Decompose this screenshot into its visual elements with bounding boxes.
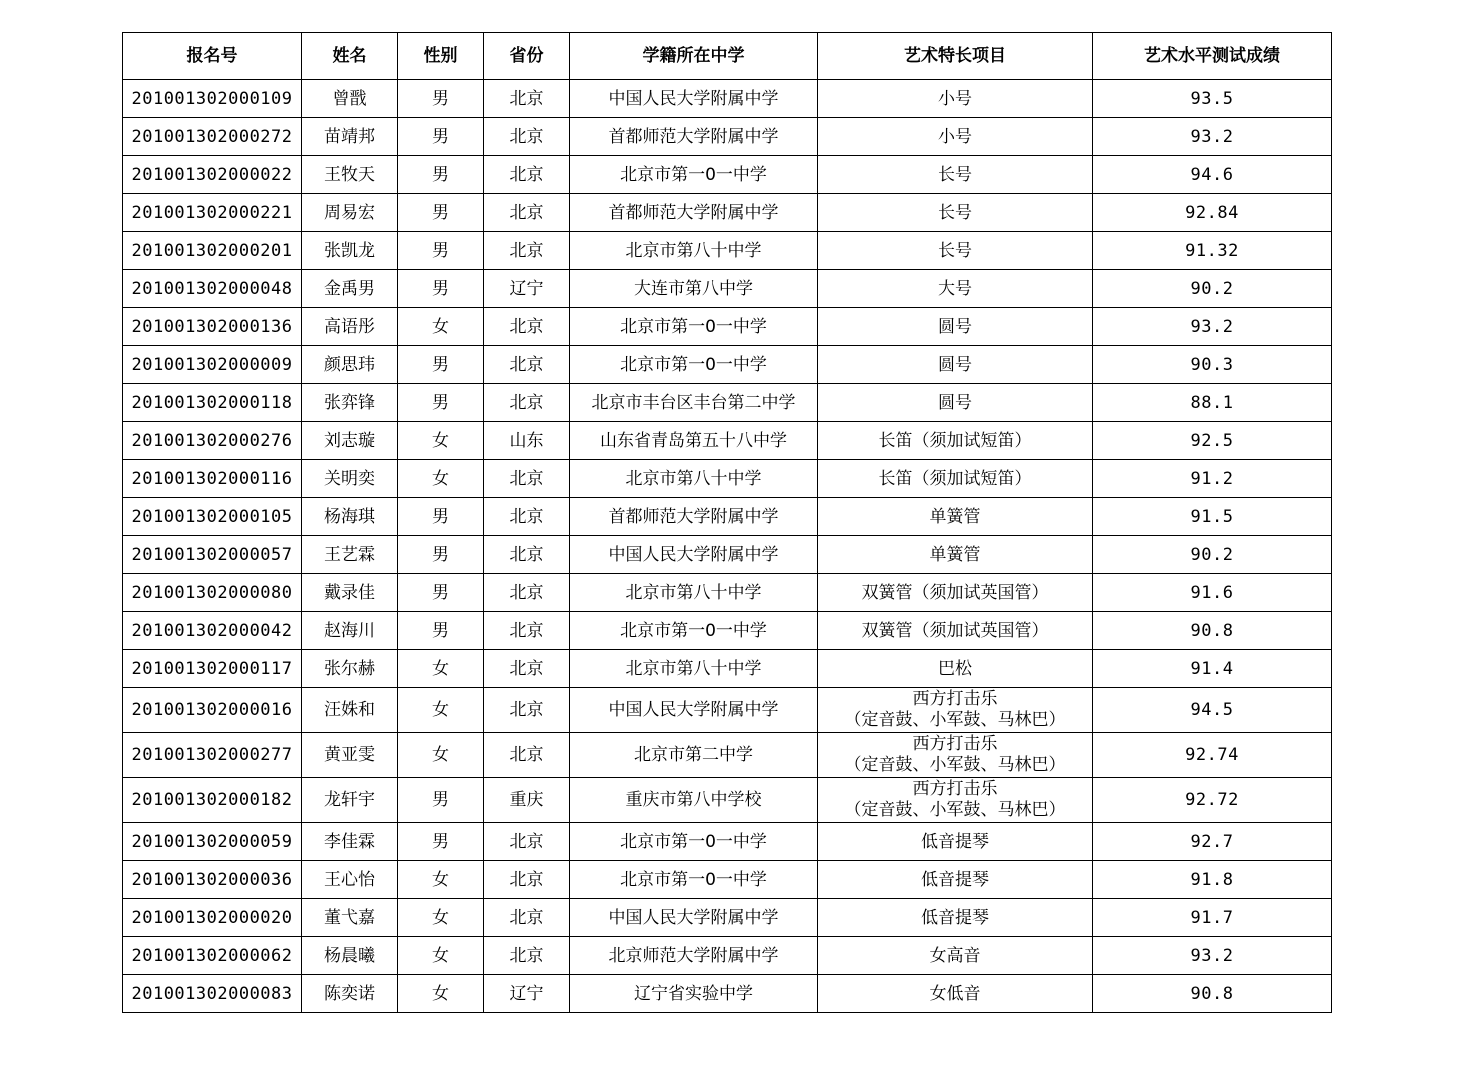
cell-score: 93.2 [1093, 937, 1332, 975]
table-row [123, 346, 1332, 384]
cell-province: 北京 [484, 118, 570, 156]
art-project-line: 圆号 [938, 392, 972, 413]
table-row [123, 778, 1332, 823]
cell-school: 北京市第二中学 [570, 733, 818, 778]
cell-art-project [818, 733, 1093, 778]
cell-province: 北京 [484, 460, 570, 498]
header-cell-name: 姓名 [302, 33, 398, 80]
cell-score: 92.7 [1093, 823, 1332, 861]
table-row [123, 118, 1332, 156]
cell-score: 90.8 [1093, 975, 1332, 1013]
cell-province: 重庆 [484, 778, 570, 823]
cell-registration-number: 201001302000116 [123, 460, 302, 498]
cell-art-project [818, 232, 1093, 270]
cell-art-project [818, 650, 1093, 688]
table-row [123, 650, 1332, 688]
art-project-line: 低音提琴 [921, 907, 989, 928]
cell-school: 北京市第一0一中学 [570, 823, 818, 861]
cell-school: 重庆市第八中学校 [570, 778, 818, 823]
cell-registration-number: 201001302000221 [123, 194, 302, 232]
cell-province: 北京 [484, 861, 570, 899]
cell-province: 北京 [484, 536, 570, 574]
table-row [123, 823, 1332, 861]
cell-gender: 男 [398, 118, 484, 156]
cell-gender: 男 [398, 232, 484, 270]
cell-gender: 女 [398, 650, 484, 688]
cell-registration-number: 201001302000022 [123, 156, 302, 194]
cell-school: 首都师范大学附属中学 [570, 194, 818, 232]
art-project-line: 长号 [938, 202, 972, 223]
cell-province: 北京 [484, 899, 570, 937]
cell-student-name: 张弈锋 [302, 384, 398, 422]
cell-registration-number: 201001302000042 [123, 612, 302, 650]
cell-art-project [818, 778, 1093, 823]
cell-student-name: 关明奕 [302, 460, 398, 498]
cell-gender: 男 [398, 346, 484, 384]
cell-gender: 男 [398, 612, 484, 650]
cell-gender: 女 [398, 899, 484, 937]
cell-province: 北京 [484, 823, 570, 861]
art-project-line: 女高音 [929, 945, 981, 966]
cell-student-name: 黄亚雯 [302, 733, 398, 778]
cell-gender: 女 [398, 975, 484, 1013]
cell-registration-number: 201001302000009 [123, 346, 302, 384]
cell-school: 首都师范大学附属中学 [570, 118, 818, 156]
cell-school: 北京市第一0一中学 [570, 861, 818, 899]
cell-registration-number: 201001302000201 [123, 232, 302, 270]
cell-school: 辽宁省实验中学 [570, 975, 818, 1013]
cell-school: 北京市第一0一中学 [570, 346, 818, 384]
cell-registration-number: 201001302000109 [123, 80, 302, 118]
cell-province: 北京 [484, 80, 570, 118]
header-cell-gender: 性别 [398, 33, 484, 80]
cell-registration-number: 201001302000062 [123, 937, 302, 975]
cell-score: 91.6 [1093, 574, 1332, 612]
table-row [123, 384, 1332, 422]
cell-school: 首都师范大学附属中学 [570, 498, 818, 536]
cell-score: 90.8 [1093, 612, 1332, 650]
cell-art-project [818, 975, 1093, 1013]
table-row [123, 612, 1332, 650]
cell-score: 92.72 [1093, 778, 1332, 823]
cell-art-project [818, 194, 1093, 232]
art-project-line: 西方打击乐 [912, 689, 998, 709]
cell-score: 92.74 [1093, 733, 1332, 778]
cell-student-name: 王牧天 [302, 156, 398, 194]
cell-province: 北京 [484, 346, 570, 384]
cell-province: 北京 [484, 194, 570, 232]
cell-gender: 男 [398, 498, 484, 536]
cell-gender: 男 [398, 823, 484, 861]
cell-province: 北京 [484, 937, 570, 975]
art-project-line: （定音鼓、小军鼓、马林巴） [844, 710, 1066, 730]
cell-student-name: 王艺霖 [302, 536, 398, 574]
cell-registration-number: 201001302000083 [123, 975, 302, 1013]
cell-registration-number: 201001302000277 [123, 733, 302, 778]
table-row [123, 688, 1332, 733]
cell-registration-number: 201001302000020 [123, 899, 302, 937]
cell-registration-number: 201001302000036 [123, 861, 302, 899]
cell-student-name: 颜思玮 [302, 346, 398, 384]
cell-score: 93.2 [1093, 308, 1332, 346]
table-row [123, 861, 1332, 899]
cell-student-name: 张凯龙 [302, 232, 398, 270]
art-project-line: 巴松 [938, 658, 972, 679]
table-row [123, 308, 1332, 346]
cell-art-project [818, 574, 1093, 612]
cell-gender: 男 [398, 156, 484, 194]
cell-score: 91.5 [1093, 498, 1332, 536]
table-row [123, 975, 1332, 1013]
table-row [123, 733, 1332, 778]
cell-registration-number: 201001302000016 [123, 688, 302, 733]
cell-gender: 女 [398, 308, 484, 346]
cell-student-name: 戴录佳 [302, 574, 398, 612]
cell-student-name: 苗靖邦 [302, 118, 398, 156]
art-project-line: 长号 [938, 240, 972, 261]
cell-registration-number: 201001302000048 [123, 270, 302, 308]
art-project-line: 单簧管 [929, 506, 981, 527]
cell-student-name: 周易宏 [302, 194, 398, 232]
cell-art-project [818, 899, 1093, 937]
art-project-line: 双簧管（须加试英国管） [861, 620, 1049, 641]
cell-school: 中国人民大学附属中学 [570, 80, 818, 118]
cell-gender: 男 [398, 384, 484, 422]
cell-student-name: 刘志璇 [302, 422, 398, 460]
cell-school: 北京师范大学附属中学 [570, 937, 818, 975]
cell-art-project [818, 536, 1093, 574]
cell-gender: 男 [398, 574, 484, 612]
cell-registration-number: 201001302000182 [123, 778, 302, 823]
cell-school: 北京市第一0一中学 [570, 308, 818, 346]
art-project-line: 西方打击乐 [912, 779, 998, 799]
art-project-line: 单簧管 [929, 544, 981, 565]
cell-art-project [818, 346, 1093, 384]
cell-gender: 男 [398, 194, 484, 232]
table-body [123, 80, 1332, 1013]
cell-score: 91.2 [1093, 460, 1332, 498]
table-row [123, 536, 1332, 574]
art-project-line: 小号 [938, 88, 972, 109]
cell-gender: 女 [398, 861, 484, 899]
cell-school: 北京市第八十中学 [570, 574, 818, 612]
cell-province: 北京 [484, 612, 570, 650]
cell-school: 北京市第一0一中学 [570, 156, 818, 194]
cell-province: 辽宁 [484, 270, 570, 308]
art-project-line: 低音提琴 [921, 869, 989, 890]
cell-gender: 女 [398, 937, 484, 975]
art-project-line: 长笛（须加试短笛） [878, 430, 1032, 451]
table-row [123, 498, 1332, 536]
header-cell-school: 学籍所在中学 [570, 33, 818, 80]
table-row [123, 80, 1332, 118]
cell-province: 北京 [484, 498, 570, 536]
cell-art-project [818, 308, 1093, 346]
cell-registration-number: 201001302000105 [123, 498, 302, 536]
cell-art-project [818, 118, 1093, 156]
cell-registration-number: 201001302000080 [123, 574, 302, 612]
cell-art-project [818, 80, 1093, 118]
cell-student-name: 曾戬 [302, 80, 398, 118]
cell-province: 北京 [484, 384, 570, 422]
cell-art-project [818, 384, 1093, 422]
cell-gender: 男 [398, 270, 484, 308]
cell-school: 北京市第八十中学 [570, 650, 818, 688]
cell-score: 91.8 [1093, 861, 1332, 899]
cell-province: 北京 [484, 733, 570, 778]
cell-score: 90.3 [1093, 346, 1332, 384]
cell-score: 90.2 [1093, 536, 1332, 574]
art-project-line: 双簧管（须加试英国管） [861, 582, 1049, 603]
cell-school: 中国人民大学附属中学 [570, 688, 818, 733]
cell-art-project [818, 498, 1093, 536]
admission-table [122, 32, 1332, 1013]
cell-score: 88.1 [1093, 384, 1332, 422]
cell-gender: 男 [398, 778, 484, 823]
cell-score: 93.2 [1093, 118, 1332, 156]
cell-registration-number: 201001302000276 [123, 422, 302, 460]
table-row [123, 422, 1332, 460]
cell-student-name: 龙轩宇 [302, 778, 398, 823]
art-project-line: 女低音 [929, 983, 981, 1004]
cell-score: 94.6 [1093, 156, 1332, 194]
cell-student-name: 金禹男 [302, 270, 398, 308]
cell-art-project [818, 460, 1093, 498]
cell-registration-number: 201001302000117 [123, 650, 302, 688]
table-row [123, 899, 1332, 937]
cell-student-name: 陈奕诺 [302, 975, 398, 1013]
cell-school: 中国人民大学附属中学 [570, 536, 818, 574]
cell-student-name: 杨晨曦 [302, 937, 398, 975]
art-project-line: 西方打击乐 [912, 734, 998, 754]
cell-registration-number: 201001302000272 [123, 118, 302, 156]
cell-gender: 女 [398, 422, 484, 460]
cell-gender: 女 [398, 460, 484, 498]
cell-student-name: 高语彤 [302, 308, 398, 346]
cell-province: 北京 [484, 232, 570, 270]
cell-province: 北京 [484, 574, 570, 612]
cell-score: 93.5 [1093, 80, 1332, 118]
cell-student-name: 张尔赫 [302, 650, 398, 688]
cell-score: 94.5 [1093, 688, 1332, 733]
art-project-line: 长号 [938, 164, 972, 185]
cell-registration-number: 201001302000136 [123, 308, 302, 346]
cell-student-name: 杨海琪 [302, 498, 398, 536]
cell-school: 北京市第一0一中学 [570, 612, 818, 650]
cell-school: 中国人民大学附属中学 [570, 899, 818, 937]
table-row [123, 460, 1332, 498]
cell-student-name: 汪姝和 [302, 688, 398, 733]
cell-gender: 男 [398, 536, 484, 574]
art-project-line: 圆号 [938, 316, 972, 337]
cell-gender: 男 [398, 80, 484, 118]
art-project-line: 长笛（须加试短笛） [878, 468, 1032, 489]
cell-score: 91.32 [1093, 232, 1332, 270]
cell-score: 90.2 [1093, 270, 1332, 308]
cell-registration-number: 201001302000059 [123, 823, 302, 861]
cell-gender: 女 [398, 688, 484, 733]
art-project-line: 圆号 [938, 354, 972, 375]
cell-score: 92.5 [1093, 422, 1332, 460]
cell-art-project [818, 270, 1093, 308]
cell-province: 北京 [484, 688, 570, 733]
table-row [123, 270, 1332, 308]
cell-school: 大连市第八中学 [570, 270, 818, 308]
cell-registration-number: 201001302000118 [123, 384, 302, 422]
art-project-line: （定音鼓、小军鼓、马林巴） [844, 755, 1066, 775]
art-project-line: 大号 [938, 278, 972, 299]
cell-art-project [818, 156, 1093, 194]
table-row [123, 937, 1332, 975]
header-cell-project: 艺术特长项目 [818, 33, 1093, 80]
cell-score: 92.84 [1093, 194, 1332, 232]
cell-art-project [818, 823, 1093, 861]
cell-school: 北京市第八十中学 [570, 460, 818, 498]
art-project-line: 低音提琴 [921, 831, 989, 852]
header-cell-id: 报名号 [123, 33, 302, 80]
table-row [123, 156, 1332, 194]
cell-score: 91.4 [1093, 650, 1332, 688]
header-row [123, 33, 1332, 80]
cell-registration-number: 201001302000057 [123, 536, 302, 574]
cell-art-project [818, 612, 1093, 650]
cell-student-name: 李佳霖 [302, 823, 398, 861]
cell-school: 山东省青岛第五十八中学 [570, 422, 818, 460]
cell-province: 辽宁 [484, 975, 570, 1013]
art-project-line: （定音鼓、小军鼓、马林巴） [844, 800, 1066, 820]
art-project-line: 小号 [938, 126, 972, 147]
table-row [123, 232, 1332, 270]
cell-gender: 女 [398, 733, 484, 778]
cell-student-name: 董弋嘉 [302, 899, 398, 937]
cell-student-name: 王心怡 [302, 861, 398, 899]
cell-art-project [818, 422, 1093, 460]
header-cell-score: 艺术水平测试成绩 [1093, 33, 1332, 80]
table-row [123, 194, 1332, 232]
cell-province: 山东 [484, 422, 570, 460]
header-cell-province: 省份 [484, 33, 570, 80]
cell-score: 91.7 [1093, 899, 1332, 937]
cell-art-project [818, 861, 1093, 899]
cell-province: 北京 [484, 650, 570, 688]
table-row [123, 574, 1332, 612]
cell-student-name: 赵海川 [302, 612, 398, 650]
cell-province: 北京 [484, 156, 570, 194]
cell-school: 北京市丰台区丰台第二中学 [570, 384, 818, 422]
cell-school: 北京市第八十中学 [570, 232, 818, 270]
cell-province: 北京 [484, 308, 570, 346]
cell-art-project [818, 688, 1093, 733]
cell-art-project [818, 937, 1093, 975]
